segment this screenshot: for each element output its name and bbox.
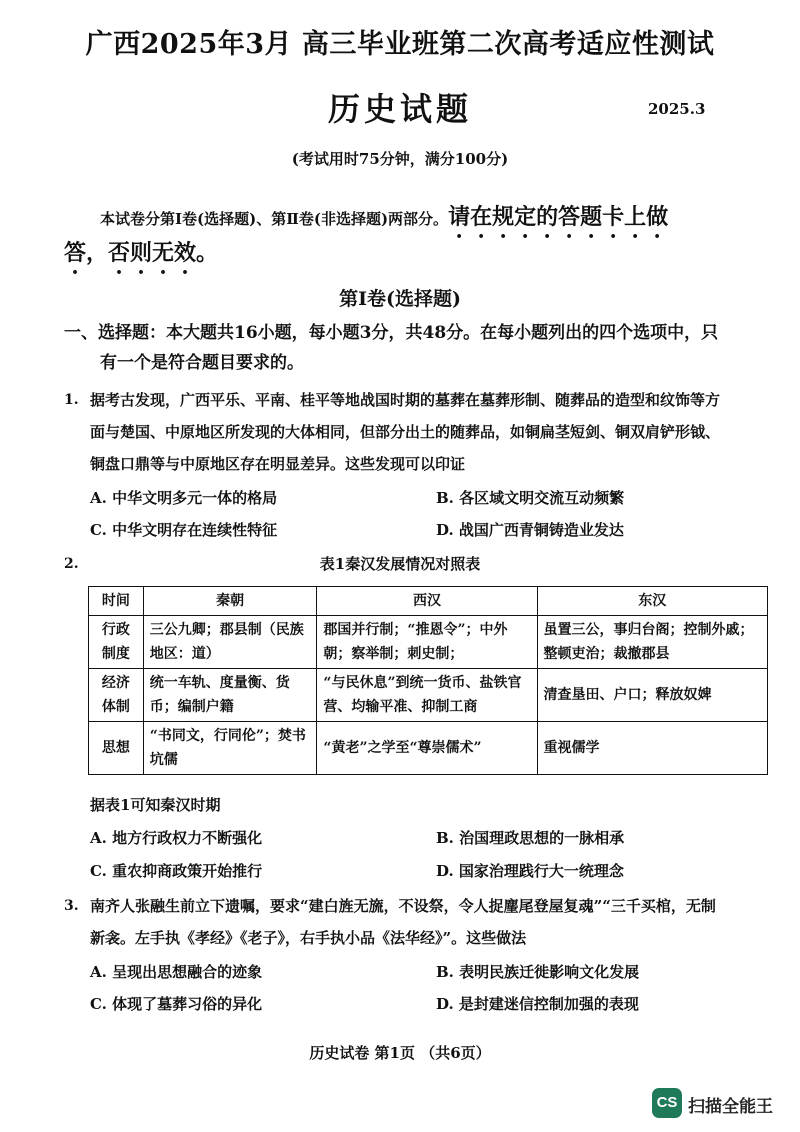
table-cell: 思想 <box>89 722 144 775</box>
q3-option-b: B. 表明民族迁徙影响文化发展 <box>436 963 640 981</box>
table-header-cell: 西汉 <box>317 587 537 616</box>
q3-line-2: 新衾。左手执《孝经》《老子》，右手执小品《法华经》”。这些做法 <box>90 929 527 947</box>
table-cell: 虽置三公，事归台阁；控制外戚；整顿吏治；裁撤郡县 <box>537 616 767 669</box>
table-cell: 重视儒学 <box>537 722 767 775</box>
comparison-table <box>88 586 768 775</box>
volume-1-title: 第Ⅰ卷(选择题) <box>339 288 461 310</box>
table-cell: “与民休息”到统一货币、盐铁官营、均输平准、抑制工商 <box>317 669 537 722</box>
table-cell: 行政制度 <box>89 616 144 669</box>
intro-line-2: 答，否则无效。 <box>64 240 219 266</box>
camscanner-logo-icon: CS <box>652 1088 682 1118</box>
q1-number: 1. <box>64 392 79 408</box>
intro-emphasis: 请在规定的答题卡上做 <box>448 204 669 230</box>
time-note: (考试用时75分钟，满分100分) <box>291 150 509 168</box>
section-instruction-line-2: 有一个是符合题目要求的。 <box>100 353 304 373</box>
intro-plain: 本试卷分第Ⅰ卷(选择题)、第Ⅱ卷(非选择题)两部分。 <box>100 210 449 228</box>
section-instruction-line-1: 一、选择题：本大题共16小题，每小题3分，共48分。在每小题列出的四个选项中，只 <box>64 323 719 343</box>
q3-option-d: D. 是封建迷信控制加强的表现 <box>436 995 639 1013</box>
q1-line-2: 面与楚国、中原地区所发现的大体相同，但部分出土的随葬品，如铜扁茎短剑、铜双肩铲形钺、 <box>90 423 721 441</box>
q2-stem: 据表1可知秦汉时期 <box>90 796 221 814</box>
q1-option-d: D. 战国广西青铜铸造业发达 <box>436 521 624 539</box>
q1-option-a: A. 中华文明多元一体的格局 <box>90 489 278 507</box>
table-title: 表1秦汉发展情况对照表 <box>319 555 481 573</box>
q2-option-d: D. 国家治理践行大一统理念 <box>436 862 624 880</box>
table-cell: 清查垦田、户口；释放奴婢 <box>537 669 767 722</box>
q2-number: 2. <box>64 556 79 572</box>
exam-date: 2025.3 <box>648 100 706 118</box>
q3-option-c: C. 体现了墓葬习俗的异化 <box>90 995 263 1013</box>
table-cell: 统一车轨、度量衡、货币；编制户籍 <box>143 669 317 722</box>
table-header-cell: 时间 <box>89 587 144 616</box>
table-cell: “黄老”之学至“尊崇儒术” <box>317 722 537 775</box>
q1-option-b: B. 各区域文明交流互动频繁 <box>436 489 625 507</box>
table-header-row <box>89 587 768 616</box>
table-row <box>89 669 768 722</box>
table-cell: 三公九卿；郡县制（民族地区：道） <box>143 616 317 669</box>
table-header-cell: 秦朝 <box>143 587 317 616</box>
table-cell: “书同文，行同伦”；焚书坑儒 <box>143 722 317 775</box>
q1-option-c: C. 中华文明存在连续性特征 <box>90 521 278 539</box>
q2-option-b: B. 治国理政思想的一脉相承 <box>436 829 625 847</box>
page-footer: 历史试卷 第1页 （共6页） <box>309 1044 491 1062</box>
q2-option-c: C. 重农抑商政策开始推行 <box>90 862 263 880</box>
table-cell: 郡国并行制；“推恩令”；中外朝；察举制；刺史制； <box>317 616 537 669</box>
table-row <box>89 722 768 775</box>
q1-line-3: 铜盘口鼎等与中原地区存在明显差异。这些发现可以印证 <box>90 455 466 473</box>
q2-option-a: A. 地方行政权力不断强化 <box>90 829 263 847</box>
subject-title: 历史试题 <box>327 90 472 128</box>
table-header-cell: 东汉 <box>537 587 767 616</box>
q3-line-1: 南齐人张融生前立下遗嘱，要求“建白旌无旒，不设祭，令人捉麈尾登屋复魂”“三千买棺，无制 <box>90 897 716 915</box>
table-cell: 经济体制 <box>89 669 144 722</box>
q3-option-a: A. 呈现出思想融合的迹象 <box>90 963 263 981</box>
exam-title: 广西2025年3月 高三毕业班第二次高考适应性测试 <box>85 29 715 60</box>
scanner-watermark-text: 扫描全能王 <box>688 1097 773 1116</box>
q1-line-1: 据考古发现，广西平乐、平南、桂平等地战国时期的墓葬在墓葬形制、随葬品的造型和纹饰等方 <box>90 391 721 409</box>
table-row <box>89 616 768 669</box>
q3-number: 3. <box>64 898 79 914</box>
